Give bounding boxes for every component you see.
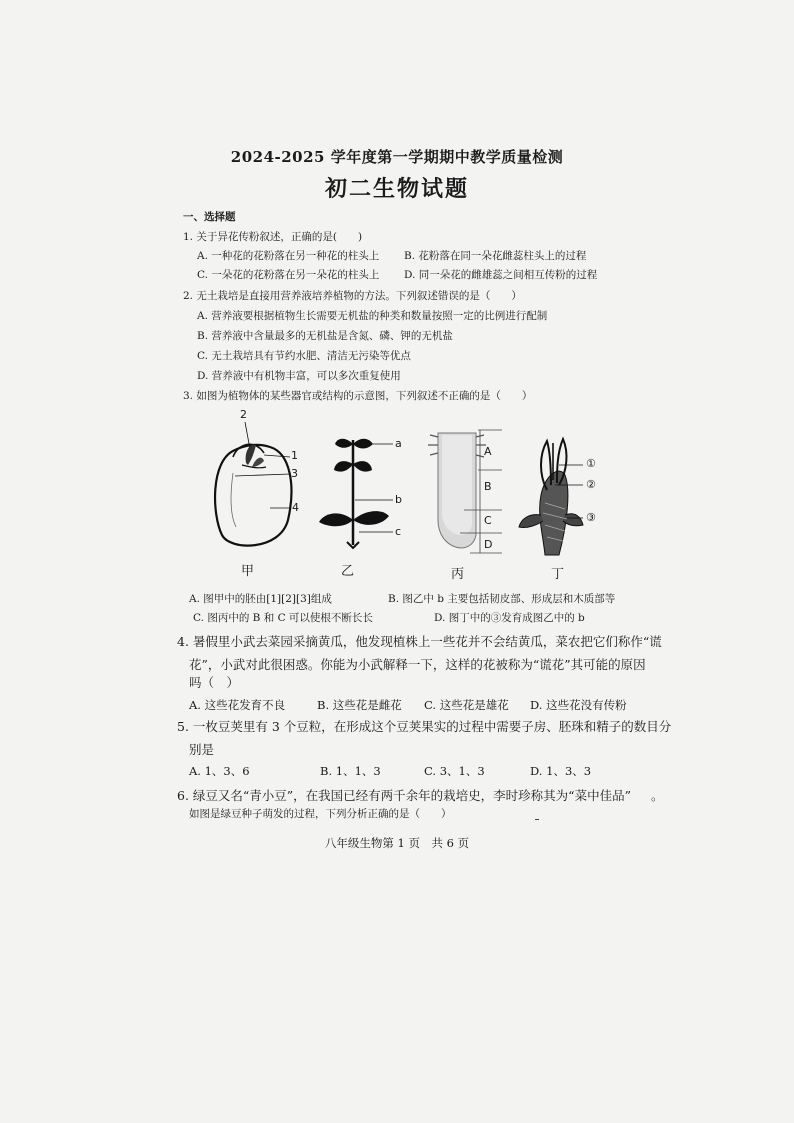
question-4-option-d: D. 这些花没有传粉 <box>530 698 627 712</box>
exam-title: 2024-2025 学年度第一学期期中教学质量检测 <box>230 148 564 166</box>
question-1-option-d: D. 同一朵花的雌雄蕊之间相互传粉的过程 <box>404 269 598 281</box>
figure-yi-label-c: c <box>395 525 402 538</box>
question-6-line-2: 如图是绿豆种子萌发的过程，下列分析正确的是（ ） <box>189 808 452 820</box>
figure-jia-label-4: 4 <box>292 501 299 514</box>
question-4-option-c: C. 这些花是雄花 <box>424 698 509 712</box>
question-2-option-d: D. 营养液中有机物丰富，可以多次重复使用 <box>197 370 401 382</box>
figure-jia-label-2: 2 <box>240 408 247 421</box>
section-heading: 一、选择题 <box>183 211 236 223</box>
figure-jia-label-3: 3 <box>291 467 298 480</box>
figure-ding-label-1: ① <box>586 457 596 470</box>
question-2-stem: 2. 无土栽培是直接用营养液培养植物的方法。下列叙述错误的是（ ） <box>183 290 522 302</box>
figure-yi-label-b: b <box>395 493 402 506</box>
question-3-option-d: D. 图丁中的③发育成图乙中的 b <box>434 612 585 624</box>
figure-jia-label-1: 1 <box>291 449 298 462</box>
figure-bing-caption: 丙 <box>451 567 465 582</box>
figure-bing-label-C: C <box>484 514 492 527</box>
question-4-option-b: B. 这些花是雌花 <box>317 698 402 712</box>
question-5-option-b: B. 1、1、3 <box>320 764 381 778</box>
question-5-option-a: A. 1、3、6 <box>189 764 250 778</box>
question-1-option-c: C. 一朵花的花粉落在另一朵花的柱头上 <box>197 269 380 281</box>
page-footer: 八年级生物第 1 页 共 6 页 <box>324 836 470 850</box>
exam-subject-title: 初二生物试题 <box>324 176 469 202</box>
question-5-line-1: 5. 一枚豆荚里有 3 个豆粒，在形成这个豆荚果实的过程中需要子房、胚珠和精子的数目分 <box>177 719 672 734</box>
question-1-option-b: B. 花粉落在同一朵花雌蕊柱头上的过程 <box>404 250 587 262</box>
question-4-line-2: 花”，小武对此很困惑。你能为小武解释一下，这样的花被称为“谎花”其可能的原因 <box>189 657 646 672</box>
question-5-line-2: 别是 <box>189 742 215 757</box>
question-3-option-c: C. 图丙中的 B 和 C 可以使根不断长长 <box>193 612 373 624</box>
figure-bing-label-D: D <box>484 538 493 551</box>
question-6-line-1: 6. 绿豆又名“青小豆”，在我国已经有两千余年的栽培史，李时珍称其为“菜中佳品” <box>177 788 631 803</box>
question-1-stem: 1. 关于异花传粉叙述，正确的是( ) <box>183 231 363 243</box>
figure-jia-caption: 甲 <box>241 564 255 579</box>
question-6-line-1-end: 。 <box>651 788 664 803</box>
question-5-option-c: C. 3、1、3 <box>424 764 485 778</box>
figure-jia-seed <box>200 405 310 555</box>
question-1-option-a: A. 一种花的花粉落在另一种花的柱头上 <box>197 250 380 262</box>
figure-ding-label-3: ③ <box>586 511 596 524</box>
question-4-option-a: A. 这些花发育不良 <box>189 698 286 712</box>
figure-ding-caption: 丁 <box>551 567 565 582</box>
question-3-stem: 3. 如图为植物体的某些器官或结构的示意图，下列叙述不正确的是（ ） <box>183 390 533 402</box>
question-4-line-3: 吗（ ） <box>189 675 240 690</box>
question-2-option-b: B. 营养液中含量最多的无机盐是含氮、磷、钾的无机盐 <box>197 330 453 342</box>
scan-speck <box>535 819 539 820</box>
figure-ding-label-2: ② <box>586 478 596 491</box>
question-5-option-d: D. 1、3、3 <box>530 764 592 778</box>
figure-bing-label-A: A <box>484 445 492 458</box>
figure-bing-label-B: B <box>484 480 492 493</box>
question-2-option-c: C. 无土栽培具有节约水肥、清洁无污染等优点 <box>197 350 411 362</box>
question-3-option-a: A. 图甲中的胚由[1][2][3]组成 <box>189 593 332 605</box>
figure-yi-label-a: a <box>395 437 402 450</box>
question-3-option-b: B. 图乙中 b 主要包括韧皮部、形成层和木质部等 <box>388 593 616 605</box>
figure-ding-bud <box>515 435 610 560</box>
question-4-line-1: 4. 暑假里小武去菜园采摘黄瓜，他发现植株上一些花并不会结黄瓜，菜农把它们称作“谎 <box>177 634 662 649</box>
question-2-option-a: A. 营养液要根据植物生长需要无机盐的种类和数量按照一定的比例进行配制 <box>197 310 548 322</box>
figure-yi-caption: 乙 <box>341 564 355 579</box>
